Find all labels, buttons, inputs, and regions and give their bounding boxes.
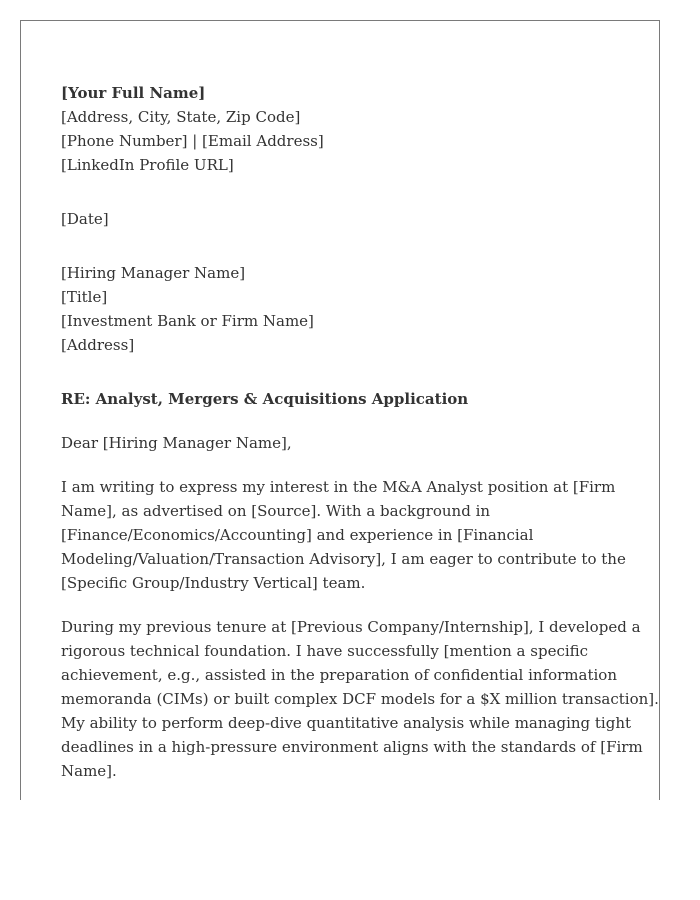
- recipient-block: [61, 261, 621, 357]
- subject-line: RE: Analyst, Mergers & Acquisitions Application: [61, 390, 469, 408]
- paragraph-line: I am writing to express my interest in the M&A Analyst position at [Firm: [61, 478, 616, 496]
- recipient-name: [Hiring Manager Name]: [61, 264, 246, 282]
- paragraph-line: rigorous technical foundation. I have successfully [mention a specific: [61, 642, 589, 660]
- paragraph-line: memoranda (CIMs) or built complex DCF models for a $X million transaction].: [61, 690, 659, 708]
- paragraph-line: Name].: [61, 762, 117, 780]
- sender-contact: [Phone Number] | [Email Address]: [61, 132, 324, 150]
- recipient-address: [Address]: [61, 336, 135, 354]
- paragraph-line: [Finance/Economics/Accounting] and experience in [Financial: [61, 526, 534, 544]
- sender-address: [Address, City, State, Zip Code]: [61, 108, 301, 126]
- body-paragraph-2: [61, 615, 659, 783]
- recipient-firm: [Investment Bank or Firm Name]: [61, 312, 314, 330]
- paragraph-line: achievement, e.g., assisted in the preparation of confidential information: [61, 666, 617, 684]
- paragraph-line: deadlines in a high-pressure environment aligns with the standards of [Firm: [61, 738, 643, 756]
- recipient-title: [Title]: [61, 288, 108, 306]
- salutation: Dear [Hiring Manager Name],: [61, 434, 292, 452]
- paragraph-line: Modeling/Valuation/Transaction Advisory], I am eager to contribute to the: [61, 550, 626, 568]
- letter-page: [20, 20, 660, 800]
- sender-linkedin: [LinkedIn Profile URL]: [61, 156, 234, 174]
- paragraph-line: My ability to perform deep-dive quantitative analysis while managing tight: [61, 714, 632, 732]
- paragraph-line: [Specific Group/Industry Vertical] team.: [61, 574, 366, 592]
- sender-block: [61, 81, 621, 177]
- paragraph-line: Name], as advertised on [Source]. With a background in: [61, 502, 491, 520]
- sender-name: [Your Full Name]: [61, 84, 206, 102]
- letter-date: [Date]: [61, 210, 109, 228]
- paragraph-line: During my previous tenure at [Previous Company/Internship], I developed a: [61, 618, 641, 636]
- body-paragraph-1: [61, 475, 626, 595]
- letter-content: [61, 81, 659, 783]
